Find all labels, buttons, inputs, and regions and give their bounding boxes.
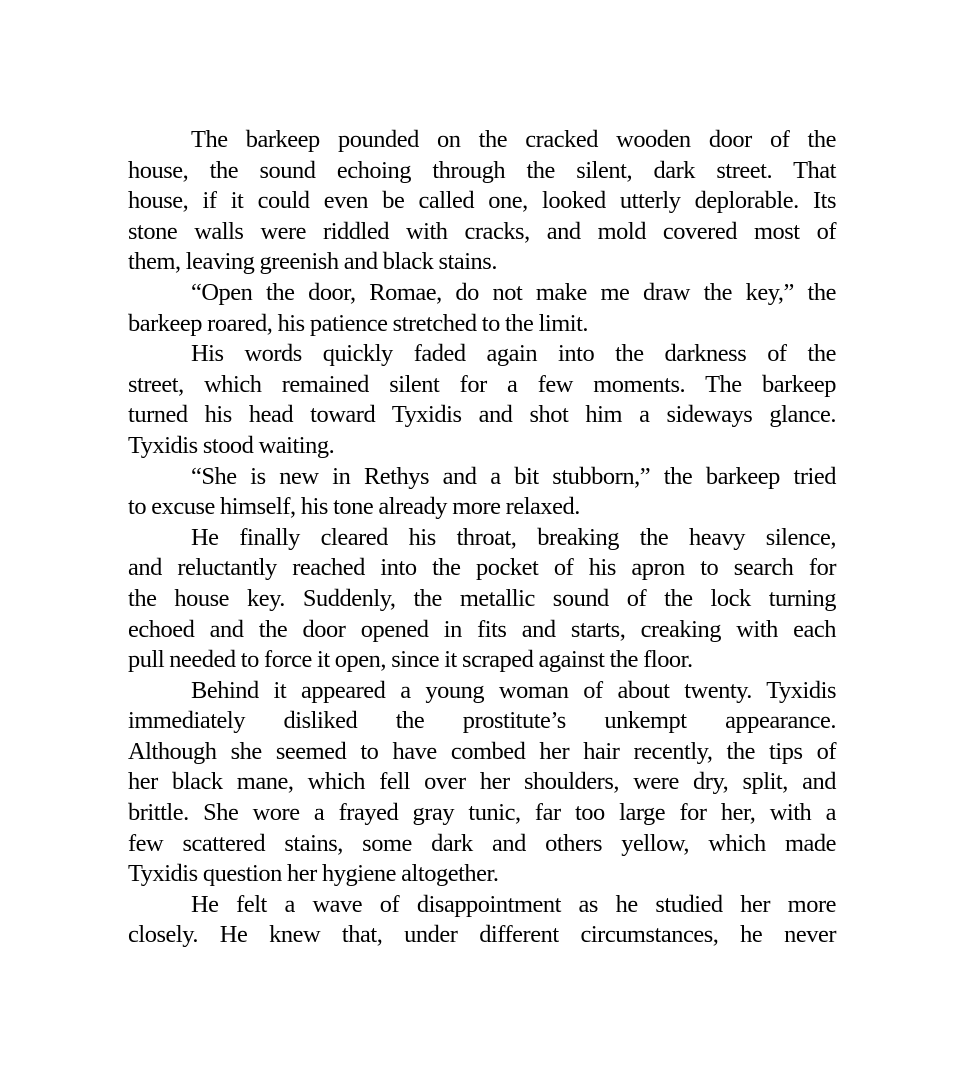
text-line: Although she seemed to have combed her hair recently, the tips of xyxy=(128,737,836,765)
text-line: pull needed to force it open, since it scraped against the floor. xyxy=(128,646,693,674)
text-line: “Open the door, Romae, do not make me draw the key,” the xyxy=(191,278,836,306)
text-line: His words quickly faded again into the darkness of the xyxy=(191,340,836,368)
paragraph xyxy=(128,278,836,339)
text-line: Tyxidis question her hygiene altogether. xyxy=(128,860,499,888)
text-line: them, leaving greenish and black stains. xyxy=(128,248,497,276)
text-line: few scattered stains, some dark and others yellow, which made xyxy=(128,829,836,857)
text-line: brittle. She wore a frayed gray tunic, far too large for her, with a xyxy=(128,799,836,827)
text-line: “She is new in Rethys and a bit stubborn,” the barkeep tried xyxy=(191,462,836,490)
text-line: and reluctantly reached into the pocket of his apron to search for xyxy=(128,554,836,582)
text-line: stone walls were riddled with cracks, and mold covered most of xyxy=(128,217,836,245)
text-line: He finally cleared his throat, breaking the heavy silence, xyxy=(191,523,836,551)
text-line: turned his head toward Tyxidis and shot him a sideways glance. xyxy=(128,401,836,429)
document-page xyxy=(128,125,836,951)
text-line: immediately disliked the prostitute’s unkempt appearance. xyxy=(128,707,836,735)
paragraph xyxy=(128,890,836,951)
text-line: street, which remained silent for a few moments. The barkeep xyxy=(128,370,836,398)
text-line: closely. He knew that, under different circumstances, he never xyxy=(128,921,836,949)
paragraph xyxy=(128,523,836,676)
text-line: Behind it appeared a young woman of about twenty. Tyxidis xyxy=(191,676,836,704)
paragraph xyxy=(128,462,836,523)
paragraph xyxy=(128,676,836,890)
text-line: the house key. Suddenly, the metallic sound of the lock turning xyxy=(128,584,836,612)
text-line: barkeep roared, his patience stretched to the limit. xyxy=(128,309,589,337)
paragraph xyxy=(128,339,836,461)
paragraph xyxy=(128,125,836,278)
text-line: house, the sound echoing through the silent, dark street. That xyxy=(128,156,836,184)
text-line: The barkeep pounded on the cracked wooden door of the xyxy=(191,126,836,153)
text-line: to excuse himself, his tone already more relaxed. xyxy=(128,493,580,521)
text-line: house, if it could even be called one, looked utterly deplorable. Its xyxy=(128,187,836,215)
text-line: her black mane, which fell over her shoulders, were dry, split, and xyxy=(128,768,836,796)
text-line: Tyxidis stood waiting. xyxy=(128,431,335,459)
text-line: He felt a wave of disappointment as he studied her more xyxy=(191,890,836,918)
text-line: echoed and the door opened in fits and starts, creaking with each xyxy=(128,615,836,643)
